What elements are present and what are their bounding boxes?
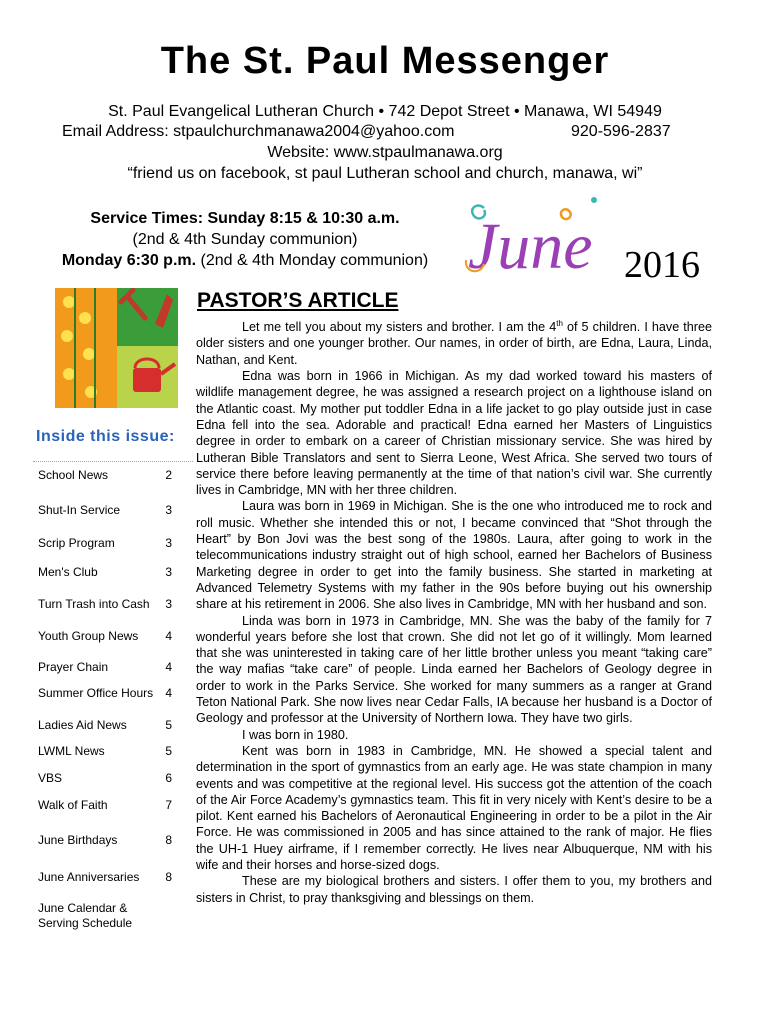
toc-page-number: 2 (165, 468, 172, 482)
ordinal-suffix: th (556, 319, 563, 328)
service-times: Service Times: Sunday 8:15 & 10:30 a.m. (90, 210, 400, 227)
monday-service (30, 250, 460, 271)
toc-label: Scrip Program (38, 536, 115, 550)
divider (33, 461, 193, 462)
toc-label: Shut-In Service (38, 503, 121, 517)
toc-page-number: 3 (165, 503, 172, 517)
church-address: St. Paul Evangelical Lutheran Church • 742 Depot Street • Manawa, WI 54949 (108, 103, 662, 120)
toc-item (38, 718, 178, 733)
article-paragraph: Kent was born in 1983 in Cambridge, MN. He showed a special talent and determination in the sport of gymnastics from an early age. He was state champion in many events and was competitive at the regional level. His success got the attention of the coach of the Air Force Academy’s gymnastics team. This fit in very nicely with Kent’s desire to be a pilot. Kent earned his Bachelors of Aeronautical Engineering in order to be a pilot in the Air Force. He was commissioned in 2005 and has since attained to the rank of major. He flies the UH-1 Huey airframe, if I remember correctly. He lives near Albuquerque, NM with his wife and their horses and horse-sized dogs. (196, 743, 712, 872)
toc-page-number: 3 (165, 536, 172, 550)
toc-page-number: 5 (165, 718, 172, 732)
toc-label: June Birthdays (38, 833, 118, 847)
toc-label: June Anniversaries (38, 870, 140, 884)
article-paragraph: Laura was born in 1969 in Michigan. She is the one who introduced me to rock and roll music. Whether she intended this or not, I became convinced that “Shot through the Heart” by Bon Jovi was the best song of the 1980s. Laura, after going to work in the telecommunications industry straight out of high school, earned her Bachelors of Business Marketing degree in order to get into the family business. She started in marketing at Advanced Telemetry Systems with my father in the 90s before buying out his ownership share at his retirement in 2006. She also lives in Cambridge, MN with her husband and son. (196, 499, 712, 612)
toc-item (38, 468, 178, 483)
facebook-note: “friend us on facebook, st paul Lutheran school and church, manawa, wi” (127, 165, 643, 182)
toc-page-number: 4 (165, 686, 172, 700)
toc-item (38, 536, 178, 551)
toc-item (38, 771, 178, 786)
toc-label: LWML News (38, 744, 105, 758)
toc-label: Youth Group News (38, 629, 139, 643)
inside-this-issue-heading: Inside this issue: (36, 428, 175, 445)
toc-label: VBS (38, 771, 63, 785)
toc-item (38, 629, 178, 644)
toc-item (38, 833, 178, 848)
article-paragraph: I was born in 1980. (242, 727, 349, 742)
toc-item (38, 597, 178, 612)
toc-page-number: 8 (165, 870, 172, 884)
toc-label: Walk of Faith (38, 798, 108, 812)
phone-number: 920-596-2837 (571, 123, 671, 140)
toc-page-number: 3 (165, 597, 172, 611)
article-title: PASTOR’S ARTICLE (197, 289, 399, 312)
toc-page-number: 4 (165, 660, 172, 674)
toc-label: Ladies Aid News (38, 718, 127, 732)
toc-item (38, 503, 178, 518)
sunday-communion: (2nd & 4th Sunday communion) (132, 231, 358, 248)
article-paragraph: Edna was born in 1966 in Michigan. As my dad worked toward his masters of wildlife management degree, he was assigned a research project on a lighthouse island on the Atlantic coast. My mother put toddler Edna in a life jacket to go play outside just in case Edna fell into the sea. Adorable and practical! Edna earned her Masters of Linguistics degree in order to embark on a career of Christian missionary service. She was hired by Lutheran Bible Translators and sent to Sierra Leone, West Africa. She served two tours of service there before leaving permanently at the time of that nation’s civil war. She currently lives in Cambridge, MN with her three children. (196, 369, 712, 498)
article-paragraph: Linda was born in 1973 in Cambridge, MN. She was the baby of the family for 7 wonderful years before she lost that crown. She did not let go of it willingly. Mom learned that she was uninterested in taking care of her little brother unless you meant “taking care” the way mafias “take care” of people. Linda earned her Bachelors of Geology degree in order to work in the Parks Service. She worked for many summers as a ranger at Grand Teton National Park. She now lives near Cedar Falls, IA because her husband is a Doctor of Geology and professor at the University of Northern Iowa. They have two girls. (196, 613, 712, 726)
newsletter-title: The St. Paul Messenger (160, 40, 610, 82)
toc-item (38, 660, 178, 675)
garden-clipart (55, 288, 178, 408)
toc-item (38, 565, 178, 580)
dot-icon (591, 197, 597, 203)
toc-label: Turn Trash into Cash (38, 597, 150, 611)
toc-page-number: 7 (165, 798, 172, 812)
pastor-article (196, 316, 712, 906)
june-wordart (462, 190, 622, 280)
toc-label: Prayer Chain (38, 660, 109, 674)
toc-label: Men's Club (38, 565, 98, 579)
article-paragraph: These are my biological brothers and sisters. I offer them to you, my brothers and sisters in Christ, to pray thanksgiving and blessings on them. (196, 874, 712, 905)
article-text: of 5 children. I have three older sisters and one younger brother. Our names, in order of birth, are Edna, Laura, Linda, Nathan, and Kent. (196, 320, 712, 367)
email-address: Email Address: stpaulchurchmanawa2004@yahoo.com (62, 123, 455, 140)
toc-item (38, 870, 178, 885)
monday-communion: (2nd & 4th Monday communion) (196, 252, 429, 269)
toc-item (38, 686, 178, 701)
toc-page-number: 8 (165, 833, 172, 847)
website: Website: www.stpaulmanawa.org (267, 144, 503, 161)
toc-item (38, 901, 178, 931)
toc-label: School News (38, 468, 109, 482)
toc-page-number: 5 (165, 744, 172, 758)
toc-item (38, 744, 178, 759)
monday-time: Monday 6:30 p.m. (61, 252, 197, 269)
toc-label: June Calendar & Serving Schedule (38, 901, 133, 930)
june-month: June (468, 210, 593, 280)
toc-page-number: 3 (165, 565, 172, 579)
issue-year: 2016 (624, 244, 700, 286)
toc-label: Summer Office Hours (38, 686, 154, 700)
article-text: Let me tell you about my sisters and brother. I am the 4 (242, 320, 557, 335)
article-paragraph (196, 316, 712, 368)
toc-item (38, 798, 178, 813)
toc-page-number: 6 (165, 771, 172, 785)
toc-page-number: 4 (165, 629, 172, 643)
